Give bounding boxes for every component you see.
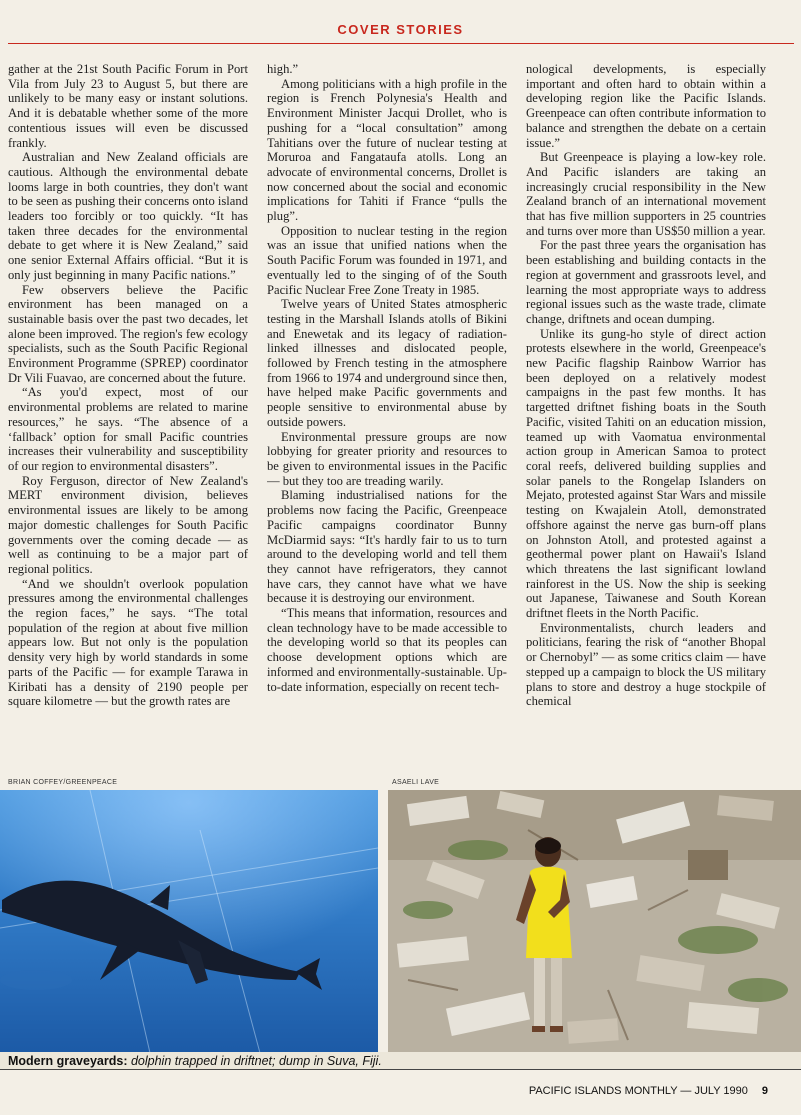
publication-line: PACIFIC ISLANDS MONTHLY — JULY 1990 — [528, 1085, 748, 1097]
paragraph: nological developments, is especially important and often hard to obtain within a developing region like the Pacific Islands. Greenpeace can often contribute information to balance and strengthen the debate on a certain issue.” — [526, 62, 766, 150]
paragraph: gather at the 21st South Pacific Forum in Port Vila from July 23 to August 5, but there are unlikely to be many easy or instant solutions. And it is debatable whether some of the more contentious issues will even be discussed frankly. — [8, 62, 248, 150]
paragraph: “As you'd expect, most of our environmental problems are related to marine resources,” he says. “The absence of a ‘fallback’ option for small Pacific countries increases their vulnerability and susceptibility of our region to environmental disasters”. — [8, 385, 248, 473]
paragraph: “This means that information, resources and clean technology have to be made accessible to the developing world so that its peoples can choose development options which are informed and environmentally-sustainable. Up-to-date information, especially on recent tech- — [267, 606, 507, 694]
paragraph: Environmental pressure groups are now lobbying for greater priority and resources to be given to environmental issues in the Pacific — but they too are treading warily. — [267, 429, 507, 488]
column-1 — [8, 62, 248, 774]
photo-dolphin-driftnet — [0, 790, 378, 1053]
header-rule — [8, 43, 794, 44]
paragraph: Roy Ferguson, director of New Zealand's MERT environment division, believes environmental issues are likely to be among major domestic challenges for South Pacific governments over the coming decade — as well as continuing to be a major part of regional politics. — [8, 473, 248, 576]
paragraph: “And we shouldn't overlook population pressures among the environmental challenges the region faces,” he says. “The total population of the region at about five million appears low. But not only is the population density very high by world standards in some parts of the Pacific — for example Tarawa in Kiribati has a density of 2190 people per square kilometre — but the growth rates are — [8, 576, 248, 709]
paragraph: Environmentalists, church leaders and politicians, fearing the risk of “another Bhopal or Chernobyl” — as some critics claim — have stepped up a campaign to block the US military plans to store and destroy a huge stockpile of chemical — [526, 620, 766, 709]
section-title: COVER STORIES — [337, 22, 464, 37]
paragraph: Among politicians with a high profile in the region is French Polynesia's Health and Environment Minister Jacqui Drollet, who is pushing for a “local consultation” among Tahitians over the future of nuclear testing at Moruroa and Fangataufa atolls. Long an advocate of environmental concerns, Drollet is now concerned about the social and economic implications for Tahiti if France “pulls the plug”. — [267, 76, 507, 224]
paragraph: Unlike its gung-ho style of direct action protests elsewhere in the world, Greenpeace's new Pacific flagship Rainbow Warrior has been deployed on a relatively modest campaigns in the past few months. It has targetted driftnet fishing boats in the South Pacific, visited Tahiti on an education mission, teamed up with Vaomatua environmental action group in American Samoa to protect coral reefs, delivered building supplies and solar panels to the Rongelap Islanders on Mejato, protested against Star Wars and missile testing on Kwajalein Atoll, demonstrated offshore against the nerve gas burn-off plans on Johnston Atoll, and protested against a geothermal power plant on Hawaii's Island which threatens the last significant lowland rainforest in the US. Now the ship is seeking out Japanese, Taiwanese and South Korean driftnet fleets in the North Pacific. — [526, 326, 766, 621]
paragraph: For the past three years the organisation has been establishing and building contacts in the region at government and grassroots level, and learning the most appropriate ways to address regional issues such as the waste trade, climate change, driftnets and ocean dumping. — [526, 238, 766, 326]
page-number: 9 — [761, 1085, 768, 1097]
photo-credit-left: BRIAN COFFEY/GREENPEACE — [8, 779, 118, 786]
paragraph: Twelve years of United States atmospheric testing in the Marshall Islands atolls of Bikini and Enewetak and its legacy of radiation-linked illnesses and dislocated people, followed by French testing in the atmosphere from 1966 to 1974 and underground since then, have helped make Pacific governments and people sensitive to environmental abuse by outside powers. — [267, 297, 507, 429]
photo-credit-right: ASAELI LAVE — [392, 779, 440, 786]
column-3 — [526, 62, 766, 774]
paragraph: Australian and New Zealand officials are cautious. Although the environmental debate looms large in both countries, they don't want to be seen as pushing their concerns onto island leaders too forcibly or too quickly. “It has taken three decades for the environmental debate to get where it is New Zealand,” said one senior External Affairs official. “But it is only just beginning in many Pacific nations.” — [8, 150, 248, 282]
page-footer — [0, 1085, 768, 1097]
caption-text: dolphin trapped in driftnet; dump in Suva, Fiji. — [127, 1054, 382, 1068]
paragraph: Blaming industrialised nations for the problems now facing the Pacific, Greenpeace Pacific campaigns coordinator Bunny McDiarmid says: “It's hardly fair to us to turn around to the developing world and tell them they cannot have refrigerators, they cannot have cars, they cannot have what we have because it is destroying our environment. — [267, 488, 507, 606]
column-2 — [267, 62, 507, 774]
photo-caption — [0, 1052, 801, 1070]
photo-suva-dump — [388, 790, 801, 1053]
paragraph: Few observers believe the Pacific environment has been managed on a sustainable basis over the past two decades, let alone been improved. The region's few ecology specialists, such as the South Pacific Regional Environment Programme (SPREP) coordinator Dr Vili Fuavao, are concerned about the future. — [8, 282, 248, 385]
paragraph: high.” — [267, 62, 299, 76]
paragraph: But Greenpeace is playing a low-key role. And Pacific islanders are taking an increasingly crucial responsibility in the New Zealand branch of an international movement that has five million supporters in 25 countries and turns over more than US$50 million a year. — [526, 150, 766, 238]
caption-lead: Modern graveyards: — [8, 1054, 128, 1068]
paragraph: Opposition to nuclear testing in the region was an issue that unified nations when the South Pacific Forum was founded in 1971, and eventually led to the singing of of the South Pacific Nuclear Free Zone Treaty in 1985. — [267, 223, 507, 297]
article-columns — [8, 62, 766, 774]
